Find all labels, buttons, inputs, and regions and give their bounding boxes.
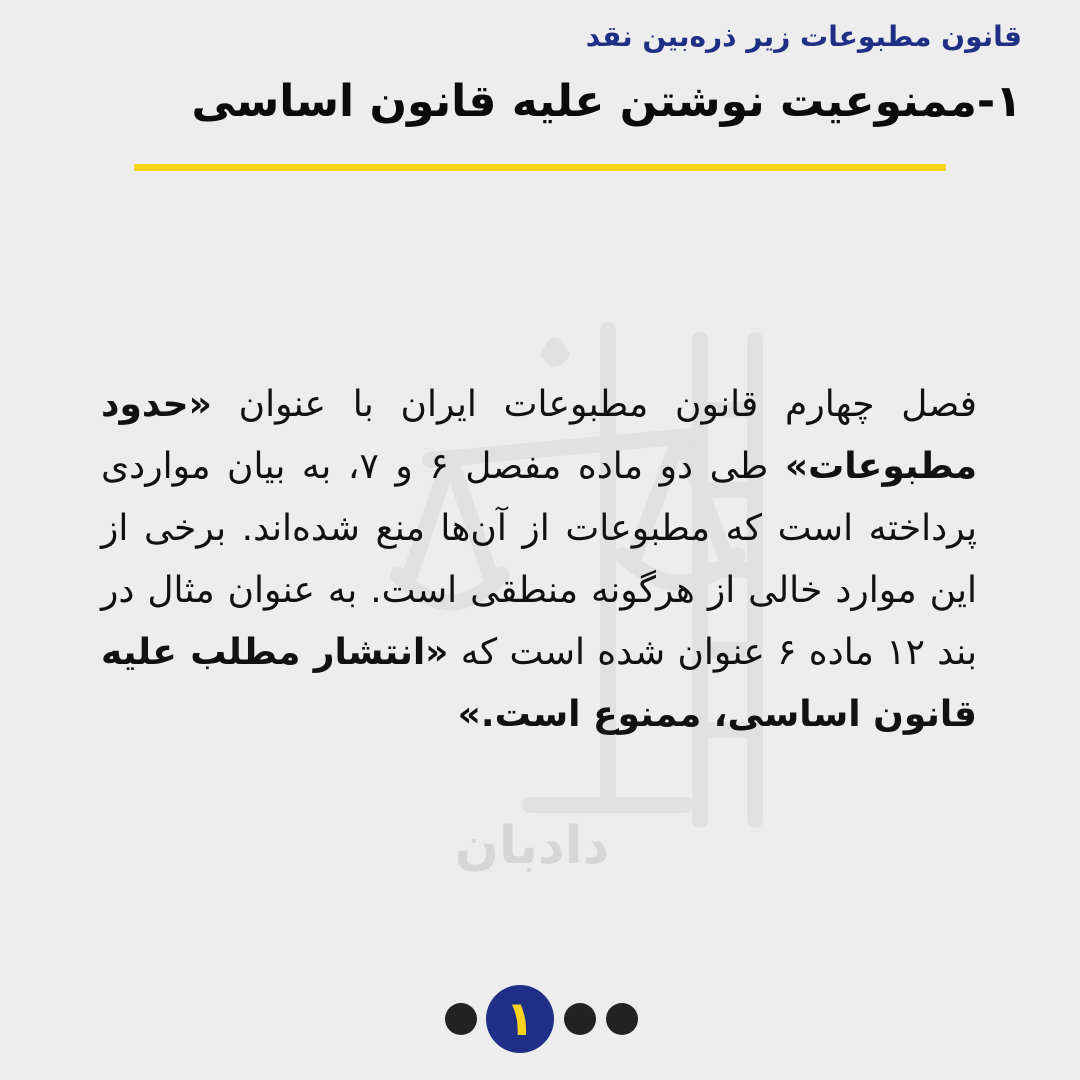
current-page-indicator[interactable]: ۱ [486, 985, 554, 1053]
body-bold-section-title: «حدود مطبوعات» [101, 384, 977, 487]
body-bold-quote: «انتشار مطلب علیه قانون اساسی، ممنوع است.» [101, 632, 977, 735]
body-text-middle: طی دو ماده مفصل ۶ و ۷، به بیان مواردی پرداخته است که مطبوعات از آن‌ها منع شده‌اند. برخی از این موارد خالی از هرگونه منطقی است. به عنوان مثال در بند ۱۲ ماده ۶ عنوان شده است که [101, 446, 977, 673]
watermark-label: دادبان [454, 816, 610, 876]
page-dot[interactable] [445, 1003, 477, 1035]
page-subtitle: قانون مطبوعات زیر ذره‌بین نقد [585, 20, 1022, 53]
body-paragraph [101, 374, 977, 746]
page-dot[interactable] [564, 1003, 596, 1035]
pagination [441, 985, 637, 1053]
page-dot[interactable] [606, 1003, 638, 1035]
page-title: ۱-ممنوعیت نوشتن علیه قانون اساسی [191, 76, 1022, 127]
title-divider [134, 164, 946, 171]
body-text-intro: فصل چهارم قانون مطبوعات ایران با عنوان [211, 384, 977, 425]
